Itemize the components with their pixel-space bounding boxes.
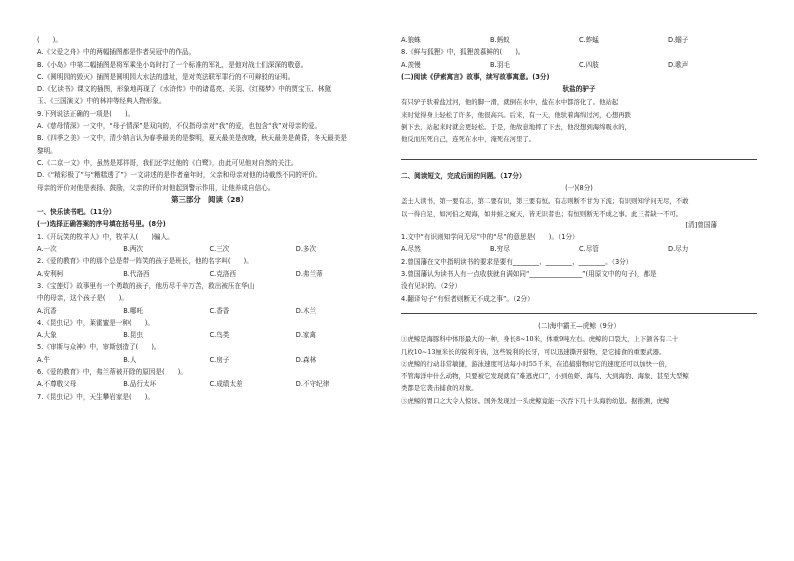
option: C.尽管 — [579, 245, 599, 254]
option: A.沉香 — [37, 306, 57, 315]
question-text: 6.《爱的教育》中，弗兰蒂被开除的原因是( )。 — [37, 368, 187, 377]
option: B.蚂蚁 — [490, 36, 510, 44]
question-line: D.《忆读书》课文的插图，形象地再现了《水浒传》中的诸葛亮、关羽、《红楼梦》中的贾宝玉、林黛 — [37, 85, 331, 94]
option: B.品行太坏 — [123, 380, 157, 389]
story-line: 来时觉得身上轻松了许多，他很高兴。后来，有一天，他驮着海绵过河，心想再跌 — [401, 110, 632, 119]
option-row — [37, 243, 382, 255]
question-line: ( )。 — [37, 36, 62, 44]
question-text-cont: 中的母亲，这个孩子是( )。 — [37, 294, 128, 303]
option: C.鸟类 — [209, 331, 230, 340]
question-1-options — [401, 243, 757, 255]
option: A.尽然 — [401, 245, 421, 254]
question-text: 2.《爱的教育》中的那个总是带一阵笑的孩子是班长，他的名字叫( )。 — [37, 257, 253, 266]
option-row — [37, 354, 382, 366]
option: D.蝈子 — [668, 36, 689, 44]
sub-a-title: (一)(8分) — [565, 183, 593, 192]
option: B.代洛西 — [123, 269, 150, 278]
option: D.弗兰蒂 — [295, 269, 323, 278]
passage-line: ③虎鲸的胃口之大令人惊讶。国外发现过一头虎鲸竟能一次吞下几十头海豹幼崽。据推测，虎鲸 — [401, 396, 670, 405]
question-line: A.《父爱之舟》中的两幅插图都是作者吴冠中的作品。 — [37, 48, 196, 57]
option: B.两次 — [123, 245, 144, 254]
option: B.人 — [123, 355, 137, 364]
option: B.穷尽 — [490, 245, 510, 254]
option: C.四肢 — [579, 60, 599, 69]
question-1: 1.文中“有识则知学问无尽”中的“尽”的意思是( )。（1分） — [401, 233, 579, 242]
section2-title: (二)阅读《伊索寓言》故事，续写故事寓意。(3分) — [401, 72, 550, 81]
right-column — [401, 34, 757, 406]
question-2: 2.曾国藩在文中指明读书的要求是要有________、________、________。（3分） — [401, 257, 633, 266]
option: A.一次 — [37, 245, 57, 254]
reading-title: 二、阅读短文，完成后面的问题。（17分） — [401, 171, 526, 180]
q8-options — [401, 59, 757, 71]
story-title: 驮盐的驴子 — [562, 85, 596, 94]
option-row — [37, 378, 382, 390]
option: A.羡慢 — [401, 60, 421, 69]
option: C.蚱蜢 — [579, 36, 599, 44]
answer-line-2 — [401, 313, 757, 314]
option: C.香香 — [209, 306, 230, 315]
question-line: C.《二京一文》中，虽然是郑祥哥，我们还学过他的《白鹭》，由此可见他对自然的关注。 — [37, 158, 298, 167]
story-line: 有只驴子驮着盐过河，他的脚一滑，就倒在水中，盐在水中都溶化了。他站起 — [401, 98, 619, 107]
question-line: 黎明。 — [37, 146, 57, 155]
classical-line: 盖士人读书，第一要有志，第二要有识，第三要有恒。有志则断不甘为下流；有识则知学问无尽，不敢 — [401, 197, 689, 206]
question-text: 1.《开玩笑的牧羊人》中，牧羊人( )骗人。 — [37, 232, 174, 241]
option: D.多次 — [295, 245, 317, 254]
left-column — [37, 34, 382, 403]
passage-line: 几枚10~13厘米长的锐利牙齿，这些锐利的长牙，可以迅速撕开猎物，是它捕食的重要武器。 — [401, 347, 666, 356]
part3-title: 第三部分 阅读（28） — [171, 194, 248, 204]
option: D.不守纪律 — [295, 380, 330, 389]
question-3: 3.曾国藩认为读书人有一点收获就自满如同“________________”(用原文中的句子)，都是 — [401, 270, 657, 279]
option: D.尽力 — [668, 245, 689, 254]
passage-line: ①虎鲸是海豚科中体形最大的一种，身长8~10米，体重9吨左右。虎鲸的口裂大，上下颌各有二十 — [401, 335, 679, 344]
option: B.哪吒 — [123, 306, 144, 315]
question-line: C.《圆明园的毁灭》插图是圆明园大水法的遗址，是对英法联军罪行的不可辩驳的证明。 — [37, 72, 295, 81]
option: C.房子 — [209, 355, 230, 364]
option: A.不尊敬父母 — [37, 380, 77, 389]
option: C.三次 — [209, 245, 230, 254]
option-row — [37, 305, 382, 317]
question-4: 4.翻译句子“有恒者则断无不成之事”。（2分） — [401, 294, 534, 303]
author: [清]曾国藩 — [685, 220, 717, 229]
option: C.成绩太差 — [209, 380, 243, 389]
option: B.羽毛 — [490, 60, 510, 69]
question-text: 5.《审斯与众神》中，审斯创造了( )。 — [37, 343, 161, 352]
option: A.安利柯 — [37, 269, 64, 278]
question-line: B.《小岛》中第二幅插图是将军乘坐小岛时打了一个标准的军礼，是他对战士们深深的敬意。 — [37, 60, 308, 69]
question-line: D.《“精彩极了”与“糟糕透了”》一文讲述的是作者童年时，父亲和母亲对他的诗截然不同的评价。 — [37, 171, 322, 180]
question-line: A.《慈母情深》一文中，“母子情深”是双向的，不仅指母亲对“我”的爱，也包含“我”对母亲的爱。 — [37, 122, 322, 131]
question-text: 7.《昆虫记》中，天生攀岩家是( )。 — [37, 392, 154, 401]
passage-line: ②虎鲸的行动非常敏捷，游泳速度可达每小时55千米，在追捕猎物时它的速度还可以加快一倍， — [401, 359, 672, 368]
option: D.木兰 — [295, 306, 317, 315]
question-block-8-9 — [37, 34, 382, 194]
question-3-cont: 没有见识的。（2分） — [401, 282, 462, 291]
passage-line: 不管海洋中什么动物，只要被它发现就有“难逃虎口”，小到鱼虾、海鸟、大到海豹、海象、甚至大型鲸 — [401, 372, 689, 381]
choice-questions — [37, 231, 382, 403]
option-row — [37, 329, 382, 341]
story-line: 倒下去，站起来时就会更轻松。于是，他故意地摔了下去，他没想到海绵吸水的， — [401, 123, 632, 132]
option: A.大象 — [37, 331, 57, 340]
option: A.牛 — [37, 355, 51, 364]
story-line: 他反而压死自己，连死在水中，淹死在河里了。 — [401, 135, 536, 144]
question-line: B.《四季之美》一文中，清少纳言认为春季最美的是黎明，夏天最美是夜晚，秋天最美是黄昏，冬天最美是 — [37, 134, 347, 143]
option-row — [37, 268, 382, 280]
q7-options — [401, 34, 757, 46]
sub1-title: (一)选择正确答案的序号填在括号里。(8分) — [37, 220, 166, 229]
classical-text — [401, 194, 757, 219]
classical-line: 以一得自足，如河伯之观海，如井蛙之窥天，皆无识者也；有恒则断无不成之事。此三者缺一不可。 — [401, 209, 683, 218]
passage-text — [401, 332, 757, 406]
question-text: 3.《宝莲灯》故事里有一个勇敢的孩子，他历尽千辛万苦，救出被压在华山 — [37, 281, 255, 290]
question-line: 母亲的评价对他是表扬、鼓励，父亲的评价对他起到警示作用，让他养成自信心。 — [37, 183, 275, 192]
story-text — [401, 95, 757, 144]
q8-text: 8.《鲜与狐狸》中，狐狸羡慕鲜的( )。 — [401, 48, 525, 57]
question-line: 玉、《三国演义》中的林冲等经典人物形象。 — [37, 97, 166, 106]
option: C.克洛西 — [209, 269, 236, 278]
section1-title: 一、快乐读书吧。（11分） — [37, 208, 116, 217]
option: D.歌声 — [668, 60, 689, 69]
passage-line: 类都是它袭击捕食的对象。 — [401, 384, 478, 393]
question-text: 4.《昆虫记》中，莱霍蜜是一种( )。 — [37, 318, 154, 327]
sub-b-title: (二)海中霸王—虎鲸（9分） — [538, 321, 620, 330]
option: D.家禽 — [295, 331, 317, 340]
option: A.狼蛛 — [401, 36, 421, 44]
option: D.森林 — [295, 355, 317, 364]
option: B.昆虫 — [123, 331, 144, 340]
question-line: 9.下列说法正确的一项是( )。 — [37, 109, 135, 118]
answer-line — [401, 159, 757, 160]
